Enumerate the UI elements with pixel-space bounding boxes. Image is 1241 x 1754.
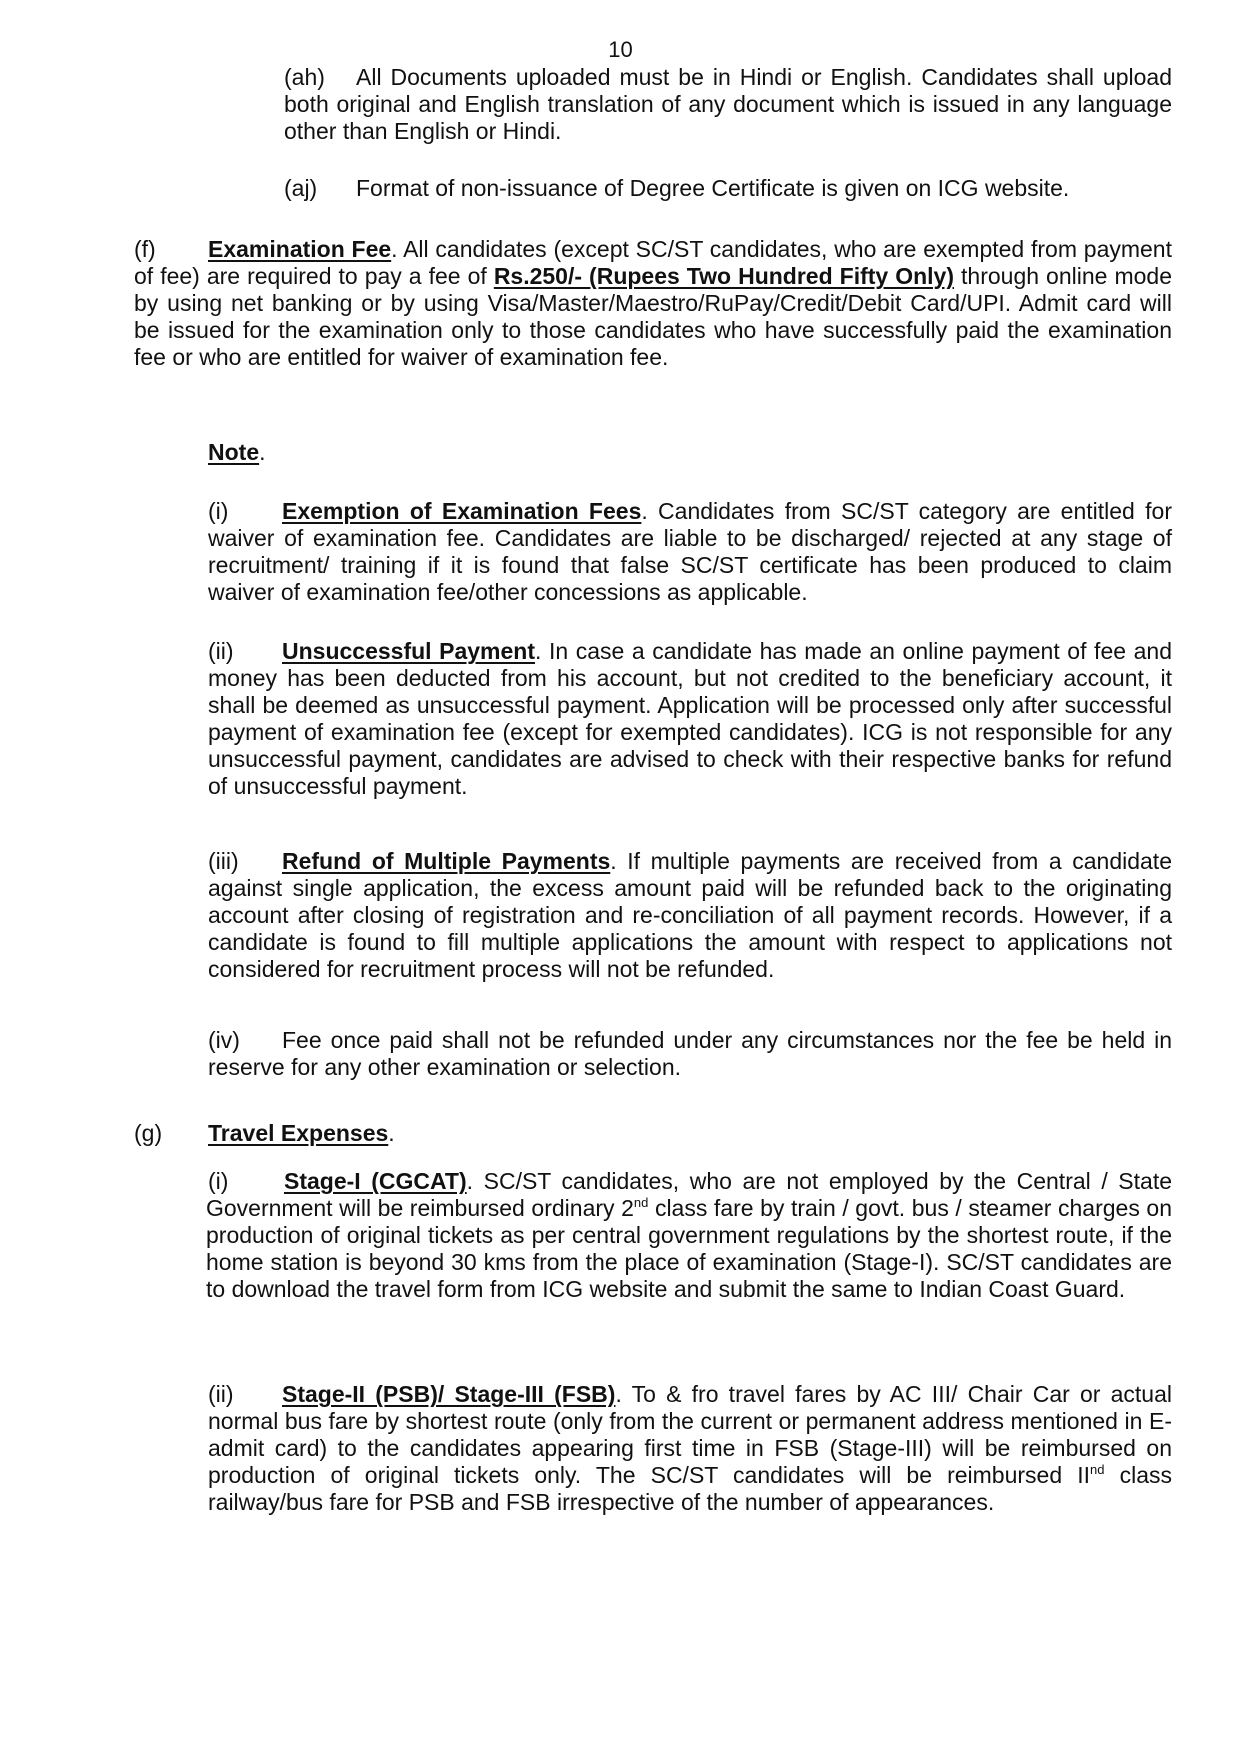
fee-amount: Rs.250/- (Rupees Two Hundred Fifty Only) (493, 263, 955, 289)
note-heading-text: Exemption of Examination Fees (282, 498, 642, 524)
note-item-unsuccessful-payment (208, 638, 1172, 800)
section-label: (f) (134, 236, 156, 262)
travel-label: (ii) (208, 1381, 234, 1407)
section-text: through online mode by using net banking or by using Visa/Master/Maestro/RuPay/Credit/Debit Card/UPI. Admit card will be issued for the examination only to those candidates who have successfully paid the examination fee or who are entitled for waiver of examination fee. (134, 263, 1172, 370)
section-label: (g) (134, 1120, 163, 1146)
item-text: All Documents uploaded must be in Hindi or English. Candidates shall upload both original and English translation of any document which is issued in any language other than English or Hindi. (284, 64, 1172, 144)
item-label: (aj) (284, 175, 318, 201)
note-label: (ii) (208, 638, 234, 664)
section-g-travel-expenses: (g) Travel Expenses. (134, 1120, 395, 1146)
section-f-examination-fee: (f) Examination Fee. All candidates (except SC/ST candidates, who are exempted from payment of fee) are required to pay a fee of Rs.250/- (Rupees Two Hundred Fifty Only) through online mode by using net banking or by using Visa/Master/Maestro/RuPay/Credit/Debit Card/UPI. Admit card will be issued for the examination only to those candidates who have successfully paid the examination fee or who are entitled for waiver of examination fee. (134, 236, 1172, 370)
note-text: . In case a candidate has made an online payment of fee and money has been deducted from his account, but not credited to the beneficiary account, it shall be deemed as unsuccessful payment. Application will be processed only after successful payment of examination fee (except for exempted candidates). ICG is not responsible for any unsuccessful payment, candidates are advised to check with their respective banks for refund of unsuccessful payment. (208, 638, 1172, 799)
note-heading-text: Refund of Multiple Payments (282, 848, 611, 874)
note-text: Fee once paid shall not be refunded under any circumstances nor the fee be held in reserve for any other examination or selection. (208, 1027, 1172, 1080)
note-text: . If multiple payments are received from a candidate against single application, the excess amount paid will be refunded back to the originating account after closing of registration and re-conciliation of all payment records. However, if a candidate is found to fill multiple applications the amount with respect to applications not considered for recruitment process will not be refunded. (208, 848, 1172, 982)
note-label: (iii) (208, 848, 239, 874)
item-ah (284, 64, 1172, 145)
travel-item-stage-2-3: (ii) Stage-II (PSB)/ Stage-III (FSB). To & fro travel fares by AC III/ Chair Car or actual normal bus fare by shortest route (only from the current or permanent address mentioned in E-admit card) to the candidates appearing first time in FSB (Stage-III) will be reimbursed on production of original tickets only. The SC/ST candidates will be reimbursed IInd class railway/bus fare for PSB and FSB irrespective of the number of appearances. (208, 1381, 1173, 1515)
page-number: 10 (608, 37, 633, 62)
travel-label: (i) (208, 1168, 229, 1194)
item-label: (ah) (284, 64, 325, 90)
section-text: All candidates (except SC/ST candidates, who are exempted from payment of fee) are required to pay a fee of (134, 236, 1172, 289)
travel-item-stage-1: (i) Stage-I (CGCAT). SC/ST candidates, who are not employed by the Central / State Government will be reimbursed ordinary 2nd class fare by train / govt. bus / steamer charges on production of original tickets as per central government regulations by the shortest route, if the home station is beyond 30 kms from the place of examination (Stage-I). SC/ST candidates are to download the travel form from ICG website and submit the same to Indian Coast Guard. (206, 1168, 1173, 1302)
note-item-no-refund (208, 1027, 1172, 1081)
travel-heading: Stage-I (CGCAT) (284, 1168, 467, 1194)
note-item-exemption (208, 498, 1172, 606)
note-heading-text: Unsuccessful Payment (282, 638, 536, 664)
note-item-refund-multiple (208, 848, 1172, 983)
item-aj (284, 175, 1172, 202)
note-label: (iv) (208, 1027, 240, 1053)
travel-heading: Stage-II (PSB)/ Stage-III (FSB) (282, 1381, 616, 1407)
section-heading: Examination Fee (208, 236, 392, 262)
note-label: (i) (208, 498, 229, 524)
note-heading: Note. (208, 439, 266, 465)
note-text: . Candidates from SC/ST category are entitled for waiver of examination fee. Candidates are liable to be discharged/ rejected at any stage of recruitment/ training if it is found that false SC/ST certificate has been produced to claim waiver of examination fee/other concessions as applicable. (208, 498, 1172, 605)
section-heading: Travel Expenses (208, 1120, 389, 1146)
item-text: Format of non-issuance of Degree Certificate is given on ICG website. (356, 175, 1070, 201)
